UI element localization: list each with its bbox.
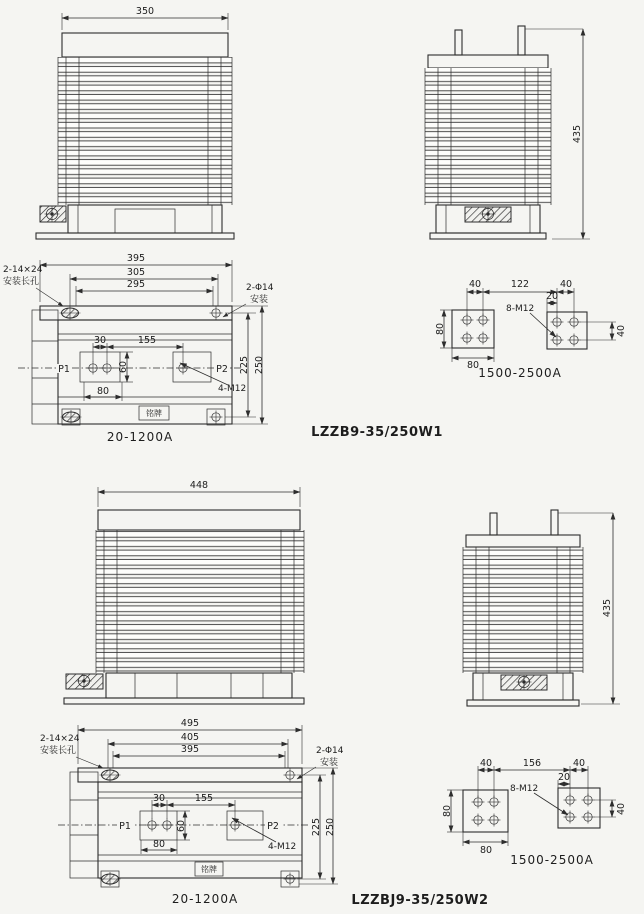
plate-offset-dim-w1: 20 <box>545 291 559 302</box>
plan-left-flange-w1 <box>32 310 58 424</box>
terminal-p2-label: P2 <box>216 364 228 375</box>
nameplate-label-w2: 铭牌 <box>201 865 217 874</box>
terminal-post-w1-left <box>455 30 462 55</box>
terminal-p1-label: P1 <box>58 364 70 375</box>
terminal-block-p1-w1 <box>80 352 120 382</box>
plate-pitch-right-dim-w1: 40 <box>559 279 573 290</box>
front-width-dim-w2: 448 <box>189 480 209 491</box>
plate-height-dim-w1: 80 <box>435 322 446 336</box>
depth-overall-dim-w1: 250 <box>254 355 265 375</box>
slot-note-line2: 安装长孔 <box>3 277 40 287</box>
plate-left-w2 <box>463 790 508 832</box>
hole-note-w1 <box>223 283 274 317</box>
plate-hole-icon <box>551 334 564 347</box>
hole-note-w2 <box>297 746 344 779</box>
bolt-note-w1: 4-M12 <box>218 384 247 394</box>
plate-detail-w2 <box>442 758 627 867</box>
slot-note-w1 <box>3 265 63 306</box>
plate-width-dim-w2: 80 <box>479 845 493 856</box>
plate-hole-icon <box>477 332 490 345</box>
block-width-dim-w2: 80 <box>152 839 166 850</box>
front-view-w2-dimensions <box>98 480 300 507</box>
plan-outer-span-dim-w1: 305 <box>126 267 146 278</box>
plate-w1-dimensions <box>435 279 627 371</box>
depth-holes-dim-w1: 225 <box>239 355 250 375</box>
plate-detail-w1 <box>435 279 627 380</box>
mounting-slot-icon <box>100 768 121 782</box>
plate-hole-icon <box>564 794 577 807</box>
plate-bolt-note-w2: 8-M12 <box>510 784 539 794</box>
hole-note-line2: 安装 <box>320 758 339 768</box>
plan-outer-span-dim-w2: 405 <box>180 732 200 743</box>
plate-pitch-v-dim-w2: 40 <box>616 802 627 816</box>
slot-note-line2: 安装长孔 <box>40 746 77 756</box>
plan-w2-right-dimensions <box>297 768 338 884</box>
hole-note-line1: 2-Φ14 <box>246 283 274 293</box>
terminal-post-w1-right <box>518 26 525 55</box>
plate-hole-icon <box>564 811 577 824</box>
plate-hole-icon <box>551 316 564 329</box>
plate-offset-dim-w2: 20 <box>557 772 571 783</box>
side-cover-w1 <box>428 55 548 68</box>
plate-pitch-left-dim-w1: 40 <box>468 279 482 290</box>
terminal-hole-icon <box>101 362 114 375</box>
depth-overall-dim-w2: 250 <box>325 817 336 837</box>
plate-hole-icon <box>568 334 581 347</box>
plate-bolt-note-w1: 8-M12 <box>506 304 535 314</box>
terminal-post-w2-left <box>490 513 497 535</box>
plan-view-w1 <box>3 253 274 444</box>
plate-caption-w2: 1500-2500A <box>510 853 594 867</box>
plate-hole-icon <box>568 316 581 329</box>
plan-inner-span-dim-w2: 395 <box>180 744 200 755</box>
plan-overall-dim-w2: 495 <box>180 718 200 729</box>
side-view-w2 <box>463 510 620 706</box>
front-view-w1-dimensions <box>62 6 228 30</box>
plate-height-dim-w2: 80 <box>442 804 453 818</box>
pitch-dim-w2: 30 <box>152 793 166 804</box>
plate-hole-icon <box>461 332 474 345</box>
block-height-dim-w2: 60 <box>176 819 187 833</box>
top-cover-w2 <box>98 510 300 530</box>
plate-right-w1 <box>547 312 587 349</box>
side-height-dim-w2: 435 <box>602 598 613 618</box>
hole-note-line2: 安装 <box>250 295 269 305</box>
plate-hole-icon <box>472 796 485 809</box>
pitch-dim-w1: 30 <box>93 335 107 346</box>
plate-w2-dimensions <box>442 758 627 856</box>
terminal-p2-label: P2 <box>267 821 279 832</box>
terminal-hole-icon <box>87 362 100 375</box>
bottom-hole-icon <box>210 411 223 424</box>
side-height-dim-w1: 435 <box>572 124 583 144</box>
plate-hole-icon <box>488 796 501 809</box>
depth-holes-dim-w2: 225 <box>311 817 322 837</box>
fin-stack-w2 <box>96 530 304 673</box>
plate-hole-icon <box>477 314 490 327</box>
terminal-hole-icon <box>229 819 242 832</box>
terminal-p1-label: P1 <box>119 821 131 832</box>
side-cover-w2 <box>466 535 580 547</box>
bottom-plate-w2 <box>64 698 304 704</box>
front-width-dim-w1: 350 <box>135 6 155 17</box>
block-height-dim-w1: 60 <box>118 360 129 374</box>
mounting-hole-icon <box>210 307 223 320</box>
fin-stack-w1 <box>58 57 232 205</box>
nameplate-label-w1: 铭牌 <box>146 409 162 418</box>
mounting-slot-icon <box>60 306 81 320</box>
bottom-slot-icon <box>61 410 82 424</box>
mounting-hole-icon <box>284 769 297 782</box>
plan-overall-dim-w1: 395 <box>126 253 146 264</box>
plate-pitch-left-dim-w2: 40 <box>479 758 493 769</box>
plan-w2-top-dimensions <box>78 718 302 768</box>
model-label-w2: LZZBJ9-35/250W2 <box>351 893 489 908</box>
slot-note-line1: 2-14×24 <box>40 734 80 744</box>
side-fin-stack-w2 <box>463 547 583 673</box>
model-label-w1: LZZB9-35/250W1 <box>311 425 443 440</box>
slot-note-w2 <box>40 734 103 768</box>
plate-gap-dim-w2: 156 <box>522 758 542 769</box>
front-view-w1 <box>36 6 234 239</box>
terminal-post-w2-right <box>551 510 558 535</box>
terminal-hole-icon <box>146 819 159 832</box>
base-w2 <box>106 673 292 698</box>
plate-pitch-right-dim-w2: 40 <box>572 758 586 769</box>
front-view-w2 <box>64 480 304 704</box>
terminal-hole-icon <box>161 819 174 832</box>
side-bottom-plate-w1 <box>430 233 546 239</box>
side-bottom-plate-w2 <box>467 700 579 706</box>
plate-hole-icon <box>461 314 474 327</box>
span-dim-w1: 155 <box>137 335 157 346</box>
bolt-note-w2: 4-M12 <box>268 842 297 852</box>
bottom-plate-w1 <box>36 233 234 239</box>
plate-hole-icon <box>582 811 595 824</box>
side-view-w1 <box>425 26 590 239</box>
terminal-hole-icon <box>177 362 190 375</box>
bottom-slot-icon <box>100 872 121 886</box>
hole-note-line1: 2-Φ14 <box>316 746 344 756</box>
plate-width-dim-w1: 80 <box>466 360 480 371</box>
plate-hole-icon <box>472 814 485 827</box>
plan-w1-top-dimensions <box>40 253 232 306</box>
plate-gap-dim-w1: 122 <box>510 279 530 290</box>
plate-caption-w1: 1500-2500A <box>478 366 562 380</box>
plate-hole-icon <box>582 794 595 807</box>
top-cover-w1 <box>62 33 228 57</box>
slot-note-line1: 2-14×24 <box>3 265 43 275</box>
bottom-hole-icon <box>284 873 297 886</box>
plan-caption-w1: 20-1200A <box>106 430 174 444</box>
block-width-dim-w1: 80 <box>96 386 110 397</box>
span-dim-w2: 155 <box>194 793 214 804</box>
plate-left-w1 <box>452 310 494 348</box>
plan-inner-span-dim-w1: 295 <box>126 279 146 290</box>
plan-caption-w2: 20-1200A <box>171 892 239 906</box>
plan-view-w2 <box>40 718 344 906</box>
plate-pitch-v-dim-w1: 40 <box>616 324 627 338</box>
base-recess-w1 <box>115 209 175 233</box>
plate-hole-icon <box>488 814 501 827</box>
plate-right-w2 <box>558 788 600 828</box>
side-fin-stack-w1 <box>425 68 551 205</box>
